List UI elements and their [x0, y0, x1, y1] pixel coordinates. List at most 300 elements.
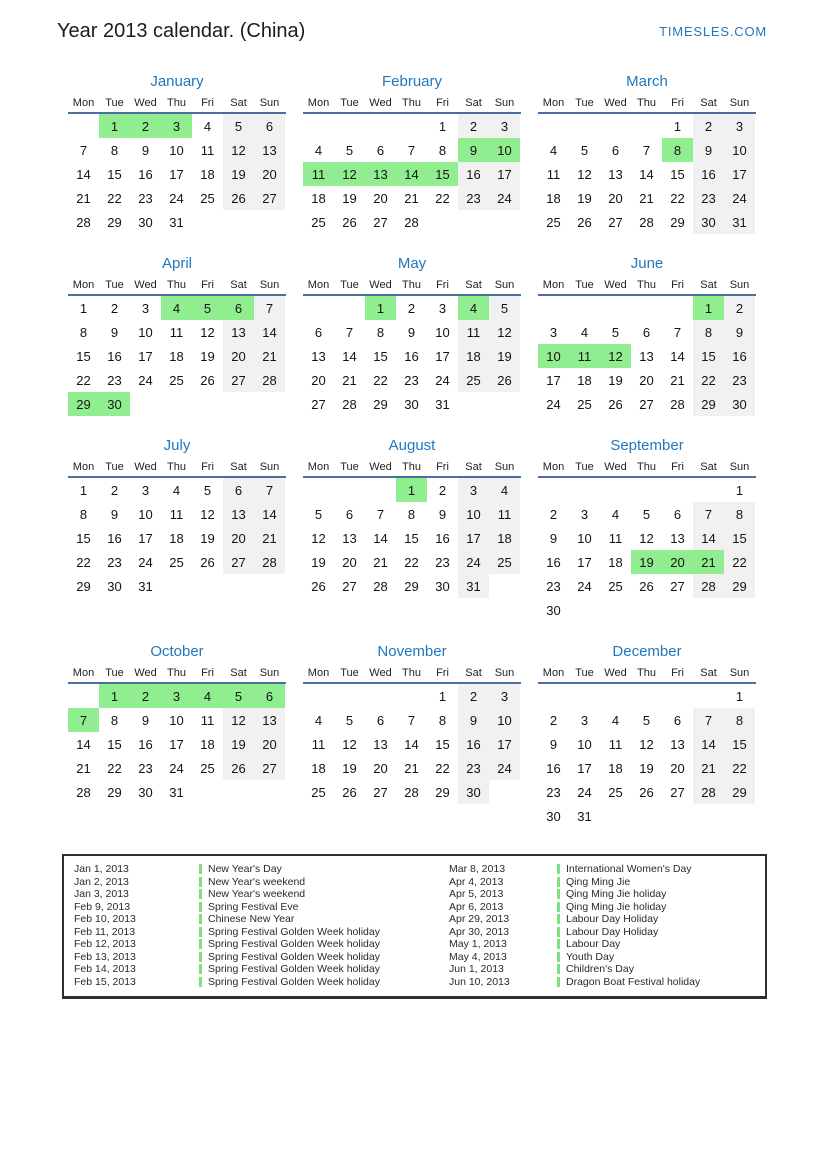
page-header [0, 0, 827, 43]
week-row [68, 708, 286, 732]
day-cell: 4 [203, 118, 212, 134]
day-cell: 18 [200, 166, 215, 182]
legend-entry [74, 963, 449, 976]
month-october [68, 643, 286, 804]
day-cell: 25 [169, 372, 184, 388]
day-cell: 27 [639, 396, 654, 412]
week-row [68, 186, 286, 210]
day-cell-empty [631, 684, 662, 708]
week-row [538, 296, 756, 320]
day-cell: 23 [693, 186, 724, 210]
day-cell: 10 [489, 708, 520, 732]
day-cell: 16 [107, 530, 122, 546]
day-cell: 29 [435, 784, 450, 800]
holiday-marker-icon [199, 914, 202, 924]
legend-date: Feb 9, 2013 [74, 900, 131, 913]
week-row [538, 138, 756, 162]
day-cell: 27 [373, 214, 388, 230]
day-cell: 23 [546, 784, 561, 800]
day-cell: 28 [404, 784, 419, 800]
day-cell-empty [303, 684, 334, 708]
day-cell: 31 [169, 214, 184, 230]
day-cell: 30 [458, 780, 489, 804]
day-cell: 3 [141, 482, 150, 498]
day-cell: 6 [314, 324, 323, 340]
day-cell: 2 [693, 114, 724, 138]
day-cell-empty [365, 114, 396, 138]
day-cell: 10 [169, 712, 184, 728]
day-cell: 31 [577, 808, 592, 824]
day-cell: 7 [345, 324, 354, 340]
day-cell: 21 [404, 760, 419, 776]
day-cell-empty [538, 296, 569, 320]
weekday-label: Sun [494, 97, 515, 109]
day-cell: 17 [577, 760, 592, 776]
day-cell: 15 [76, 348, 91, 364]
weekday-label: Tue [105, 667, 124, 679]
week-row [538, 804, 756, 828]
day-cell: 21 [693, 550, 724, 574]
legend-holiday-name: Labour Day Holiday [566, 925, 659, 938]
day-cell-empty [192, 210, 223, 234]
months-grid [68, 73, 827, 828]
month-november [303, 643, 521, 804]
day-cell: 1 [79, 482, 88, 498]
day-cell: 9 [110, 506, 119, 522]
legend-date: Apr 30, 2013 [449, 925, 510, 938]
day-cell-empty [192, 780, 223, 804]
legend-entry [74, 951, 449, 964]
weekday-label: Sat [230, 279, 247, 291]
day-cell: 4 [161, 296, 192, 320]
weekday-label: Sat [700, 279, 717, 291]
weekday-header-row [68, 667, 286, 684]
weekday-label: Fri [671, 667, 684, 679]
day-cell: 14 [404, 736, 419, 752]
day-cell: 28 [693, 780, 724, 804]
weekday-label: Tue [340, 279, 359, 291]
day-cell: 9 [693, 138, 724, 162]
day-cell: 13 [365, 162, 396, 186]
day-cell: 11 [569, 344, 600, 368]
day-cell: 11 [200, 712, 215, 728]
holiday-marker-icon [199, 977, 202, 987]
day-cell: 16 [458, 732, 489, 756]
day-cell: 15 [76, 530, 91, 546]
day-cell: 15 [427, 162, 458, 186]
day-cell: 5 [642, 506, 651, 522]
day-cell: 18 [608, 554, 623, 570]
day-cell: 12 [577, 166, 592, 182]
weekday-label: Mon [542, 461, 565, 473]
weekday-label: Sun [729, 461, 750, 473]
day-cell: 29 [68, 392, 99, 416]
day-cell-empty [254, 392, 285, 416]
week-row [303, 478, 521, 502]
day-cell: 18 [577, 372, 592, 388]
day-cell: 3 [724, 114, 755, 138]
weekday-label: Sat [230, 97, 247, 109]
day-cell-empty [569, 114, 600, 138]
day-cell: 25 [200, 190, 215, 206]
day-cell: 7 [673, 324, 682, 340]
weekday-label: Wed [369, 461, 392, 473]
day-cell: 10 [138, 506, 153, 522]
day-cell: 22 [670, 190, 685, 206]
day-cell: 8 [693, 320, 724, 344]
day-cell: 9 [438, 506, 447, 522]
day-cell: 24 [169, 760, 184, 776]
weekday-label: Thu [402, 667, 421, 679]
weekday-label: Sat [230, 667, 247, 679]
legend-date: Jun 1, 2013 [449, 963, 504, 976]
day-cell: 10 [138, 324, 153, 340]
day-cell: 11 [200, 142, 215, 158]
day-cell: 26 [342, 784, 357, 800]
legend-date: May 1, 2013 [449, 938, 507, 951]
day-cell: 5 [223, 114, 254, 138]
day-cell: 17 [169, 736, 184, 752]
legend-entry [449, 976, 755, 989]
day-cell: 5 [611, 324, 620, 340]
day-cell-empty [254, 574, 285, 598]
week-row [538, 684, 756, 708]
weekday-label: Wed [369, 667, 392, 679]
day-cell: 2 [130, 114, 161, 138]
day-cell: 5 [314, 506, 323, 522]
day-cell: 15 [670, 166, 685, 182]
day-cell: 17 [546, 372, 561, 388]
day-cell: 5 [192, 296, 223, 320]
week-row [68, 756, 286, 780]
day-cell: 26 [200, 554, 215, 570]
day-cell: 8 [407, 506, 416, 522]
day-cell: 27 [373, 784, 388, 800]
day-cell: 1 [735, 482, 744, 498]
weekday-label: Mon [307, 461, 330, 473]
week-row [303, 574, 521, 598]
weekday-label: Tue [340, 97, 359, 109]
week-row [538, 526, 756, 550]
day-cell-empty [365, 684, 396, 708]
weekday-label: Fri [201, 461, 214, 473]
legend-date: Jan 2, 2013 [74, 875, 129, 888]
legend-holiday-name: Labour Day [566, 938, 621, 951]
week-row [68, 526, 286, 550]
weekday-label: Thu [402, 461, 421, 473]
day-cell: 11 [311, 736, 326, 752]
day-cell-empty [396, 684, 427, 708]
weekday-label: Wed [134, 667, 157, 679]
weekday-label: Mon [72, 97, 95, 109]
day-cell: 24 [489, 186, 520, 210]
legend-date: Jun 10, 2013 [449, 975, 510, 988]
day-cell: 13 [342, 530, 357, 546]
day-cell: 28 [639, 214, 654, 230]
holiday-legend [62, 854, 767, 999]
day-cell: 16 [693, 162, 724, 186]
day-cell: 15 [724, 526, 755, 550]
weekday-label: Tue [575, 667, 594, 679]
day-cell: 21 [254, 526, 285, 550]
month-title: August [388, 437, 436, 454]
day-cell: 20 [254, 162, 285, 186]
weekday-label: Thu [167, 97, 186, 109]
weekday-label: Sat [465, 279, 482, 291]
week-row [68, 478, 286, 502]
holiday-marker-icon [199, 877, 202, 887]
day-cell: 20 [608, 190, 623, 206]
weekday-label: Thu [402, 279, 421, 291]
legend-entry [449, 913, 755, 926]
day-cell: 16 [138, 736, 153, 752]
day-cell: 3 [580, 506, 589, 522]
day-cell-empty [334, 296, 365, 320]
legend-entry [449, 863, 755, 876]
day-cell: 11 [608, 530, 623, 546]
day-cell: 1 [438, 118, 447, 134]
day-cell: 15 [404, 530, 419, 546]
month-february [303, 73, 521, 234]
day-cell: 14 [670, 348, 685, 364]
legend-entry [74, 901, 449, 914]
holiday-marker-icon [199, 927, 202, 937]
day-cell: 16 [458, 162, 489, 186]
week-row [538, 756, 756, 780]
day-cell: 18 [311, 190, 326, 206]
day-cell-empty [130, 392, 161, 416]
day-cell: 25 [489, 550, 520, 574]
weekday-label: Tue [575, 279, 594, 291]
day-cell: 7 [376, 506, 385, 522]
page-title: Year 2013 calendar. (China) [57, 20, 306, 42]
day-cell: 7 [68, 708, 99, 732]
legend-holiday-name: New Year's weekend [208, 888, 306, 901]
day-cell-empty [693, 598, 724, 622]
day-cell: 24 [546, 396, 561, 412]
day-cell: 26 [608, 396, 623, 412]
week-row [538, 320, 756, 344]
day-cell: 20 [311, 372, 326, 388]
day-cell-empty [693, 804, 724, 828]
day-cell: 9 [724, 320, 755, 344]
week-row [538, 368, 756, 392]
month-january [68, 73, 286, 234]
day-cell: 4 [549, 142, 558, 158]
legend-holiday-name: Spring Festival Golden Week holiday [208, 975, 380, 988]
day-cell-empty [538, 114, 569, 138]
day-cell: 10 [577, 736, 592, 752]
weekday-label: Tue [340, 667, 359, 679]
month-may [303, 255, 521, 416]
holiday-marker-icon [557, 939, 560, 949]
day-cell: 6 [345, 506, 354, 522]
day-cell: 27 [311, 396, 326, 412]
day-cell-empty [427, 210, 458, 234]
day-cell: 5 [642, 712, 651, 728]
day-cell: 10 [538, 344, 569, 368]
site-brand-link[interactable]: TIMESLES.COM [659, 24, 767, 39]
weekday-label: Mon [72, 279, 95, 291]
weekday-label: Mon [542, 279, 565, 291]
day-cell: 19 [342, 760, 357, 776]
day-cell: 2 [724, 296, 755, 320]
day-cell: 25 [169, 554, 184, 570]
day-cell: 29 [724, 574, 755, 598]
day-cell: 24 [577, 578, 592, 594]
day-cell: 16 [404, 348, 419, 364]
day-cell: 29 [670, 214, 685, 230]
weekday-header-row [303, 97, 521, 114]
legend-entry [449, 901, 755, 914]
day-cell: 8 [110, 142, 119, 158]
week-row [303, 320, 521, 344]
weekday-label: Thu [402, 97, 421, 109]
day-cell-empty [489, 780, 520, 804]
month-title: January [150, 73, 204, 90]
legend-holiday-name: Spring Festival Golden Week holiday [208, 925, 380, 938]
holiday-marker-icon [199, 902, 202, 912]
day-cell: 23 [138, 190, 153, 206]
weekday-label: Sun [259, 279, 280, 291]
day-cell-empty [223, 780, 254, 804]
legend-date: Apr 6, 2013 [449, 900, 504, 913]
weekday-label: Sun [259, 97, 280, 109]
holiday-marker-icon [557, 877, 560, 887]
day-cell-empty [662, 598, 693, 622]
weekday-label: Thu [167, 461, 186, 473]
weekday-label: Thu [637, 461, 656, 473]
day-cell: 22 [404, 554, 419, 570]
month-april [68, 255, 286, 416]
day-cell: 2 [549, 506, 558, 522]
week-row [68, 296, 286, 320]
month-title: July [163, 437, 191, 454]
weekday-label: Mon [307, 279, 330, 291]
day-cell: 1 [99, 684, 130, 708]
day-cell-empty [192, 392, 223, 416]
legend-date: May 4, 2013 [449, 950, 507, 963]
day-cell: 28 [693, 574, 724, 598]
day-cell: 30 [546, 808, 561, 824]
day-cell: 6 [223, 296, 254, 320]
week-row [538, 114, 756, 138]
day-cell-empty [631, 804, 662, 828]
day-cell: 19 [489, 344, 520, 368]
day-cell: 14 [76, 736, 91, 752]
day-cell-empty [724, 804, 755, 828]
week-row [68, 574, 286, 598]
legend-holiday-name: Qing Ming Jie holiday [566, 900, 667, 913]
day-cell: 6 [376, 142, 385, 158]
week-row [68, 114, 286, 138]
day-cell-empty [538, 684, 569, 708]
day-cell: 23 [138, 760, 153, 776]
week-row [68, 550, 286, 574]
legend-date: Feb 11, 2013 [74, 925, 136, 938]
day-cell: 25 [458, 368, 489, 392]
day-cell: 7 [642, 142, 651, 158]
day-cell: 20 [254, 732, 285, 756]
day-cell: 6 [673, 506, 682, 522]
day-cell: 24 [138, 372, 153, 388]
weekday-label: Mon [307, 97, 330, 109]
day-cell: 4 [172, 482, 181, 498]
day-cell-empty [693, 684, 724, 708]
week-row [68, 732, 286, 756]
day-cell: 30 [107, 578, 122, 594]
day-cell: 22 [435, 190, 450, 206]
day-cell: 2 [110, 300, 119, 316]
week-row [303, 780, 521, 804]
day-cell: 10 [435, 324, 450, 340]
week-row [538, 478, 756, 502]
month-title: April [161, 255, 192, 272]
week-row [303, 550, 521, 574]
day-cell: 20 [373, 760, 388, 776]
weekday-label: Wed [134, 97, 157, 109]
holiday-marker-icon [557, 889, 560, 899]
week-row [538, 392, 756, 416]
weekday-header-row [303, 461, 521, 478]
legend-entry [449, 926, 755, 939]
day-cell-empty [489, 392, 520, 416]
day-cell: 3 [438, 300, 447, 316]
day-cell: 17 [489, 732, 520, 756]
day-cell: 7 [693, 708, 724, 732]
day-cell: 12 [311, 530, 326, 546]
day-cell: 14 [396, 162, 427, 186]
legend-holiday-name: Labour Day Holiday [566, 913, 659, 926]
week-row [68, 502, 286, 526]
day-cell-empty [631, 598, 662, 622]
day-cell: 24 [724, 186, 755, 210]
day-cell: 29 [693, 392, 724, 416]
day-cell: 6 [254, 114, 285, 138]
day-cell: 1 [396, 478, 427, 502]
day-cell: 2 [130, 684, 161, 708]
day-cell: 19 [639, 760, 654, 776]
legend-entry [449, 888, 755, 901]
legend-date: Apr 5, 2013 [449, 888, 504, 901]
holiday-marker-icon [557, 964, 560, 974]
day-cell: 6 [673, 712, 682, 728]
day-cell: 26 [200, 372, 215, 388]
day-cell: 12 [489, 320, 520, 344]
day-cell: 3 [580, 712, 589, 728]
weekday-label: Sat [700, 461, 717, 473]
week-row [538, 344, 756, 368]
day-cell: 13 [670, 736, 685, 752]
day-cell: 24 [435, 372, 450, 388]
weekday-label: Mon [72, 667, 95, 679]
day-cell: 25 [311, 784, 326, 800]
day-cell: 3 [458, 478, 489, 502]
weekday-label: Tue [105, 461, 124, 473]
weekday-label: Thu [637, 97, 656, 109]
legend-date: Feb 10, 2013 [74, 913, 136, 926]
week-row [303, 186, 521, 210]
week-row [303, 708, 521, 732]
day-cell: 12 [200, 324, 215, 340]
day-cell: 18 [608, 760, 623, 776]
holiday-marker-icon [557, 914, 560, 924]
day-cell: 27 [670, 784, 685, 800]
day-cell: 29 [107, 214, 122, 230]
day-cell: 9 [141, 712, 150, 728]
day-cell: 29 [404, 578, 419, 594]
day-cell: 4 [314, 712, 323, 728]
